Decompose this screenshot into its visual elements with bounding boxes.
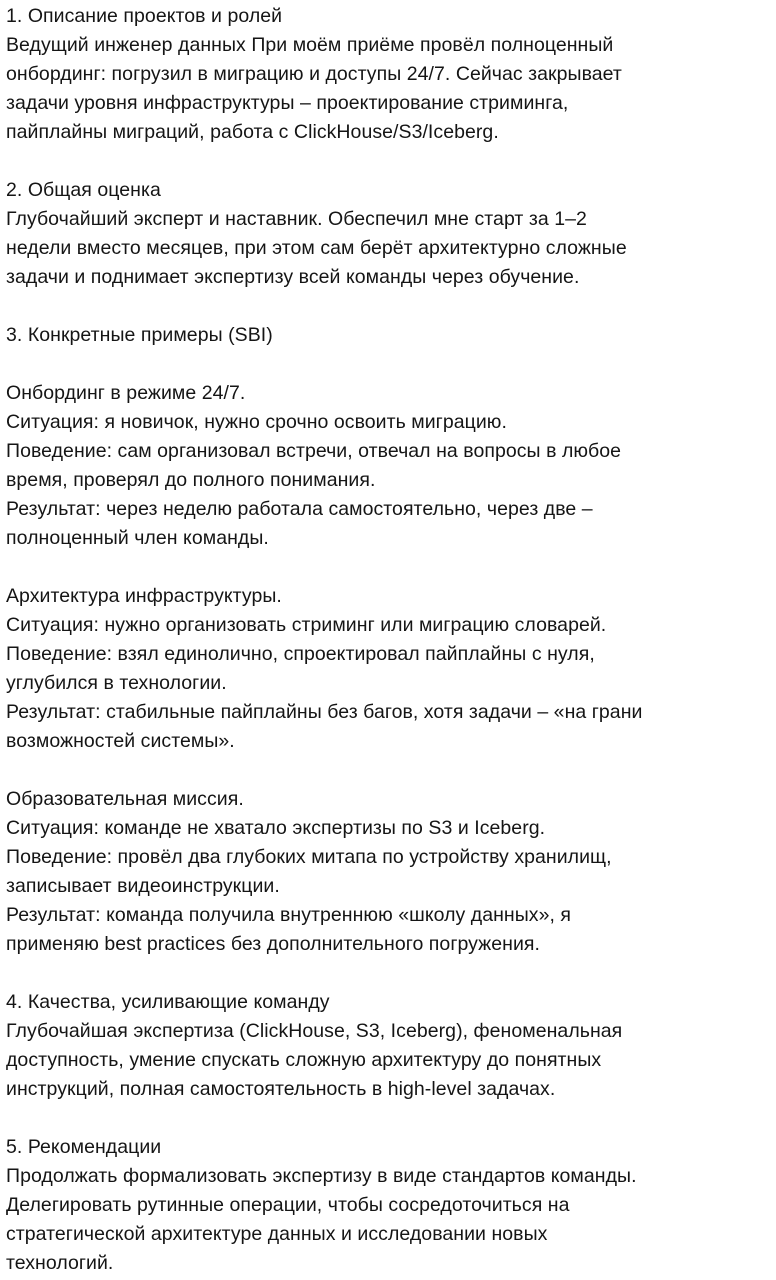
text-line: недели вместо месяцев, при этом сам берёт архитектурно сложные bbox=[6, 237, 627, 259]
section-heading: 1. Описание проектов и ролей bbox=[6, 5, 283, 27]
behavior-line: записывает видеоинструкции. bbox=[6, 875, 280, 897]
blank-line bbox=[6, 553, 770, 582]
example-title: Образовательная миссия. bbox=[6, 788, 244, 810]
section-heading: 2. Общая оценка bbox=[6, 179, 161, 201]
situation-line: Ситуация: команде не хватало экспертизы по S3 и Iceberg. bbox=[6, 817, 546, 839]
text-line: доступность, умение спускать сложную архитектуру до понятных bbox=[6, 1049, 602, 1071]
example-education bbox=[6, 785, 770, 959]
example-onboarding bbox=[6, 379, 770, 553]
blank-line bbox=[6, 959, 770, 988]
text-line: Ведущий инженер данных При моём приёме провёл полноценный bbox=[6, 34, 614, 56]
result-line: Результат: команда получила внутреннюю «школу данных», я bbox=[6, 904, 572, 926]
section-heading: 4. Качества, усиливающие команду bbox=[6, 991, 330, 1013]
section-heading: 5. Рекомендации bbox=[6, 1136, 162, 1158]
text-line: задачи и поднимает экспертизу всей команды через обучение. bbox=[6, 266, 580, 288]
behavior-line: Поведение: сам организовал встречи, отвечал на вопросы в любое bbox=[6, 440, 622, 462]
blank-line bbox=[6, 1104, 770, 1133]
section-recommendations bbox=[6, 1133, 770, 1278]
blank-line bbox=[6, 292, 770, 321]
behavior-line: Поведение: взял единолично, спроектировал пайплайны с нуля, bbox=[6, 643, 595, 665]
section-sbi-examples bbox=[6, 321, 770, 959]
example-title: Архитектура инфраструктуры. bbox=[6, 585, 282, 607]
result-line: применяю best practices без дополнительного погружения. bbox=[6, 933, 541, 955]
result-line: Результат: стабильные пайплайны без багов, хотя задачи – «на грани bbox=[6, 701, 643, 723]
result-line: полноценный член команды. bbox=[6, 527, 269, 549]
text-line: Продолжать формализовать экспертизу в виде стандартов команды. bbox=[6, 1165, 637, 1187]
text-line: инструкций, полная самостоятельность в high-level задачах. bbox=[6, 1078, 556, 1100]
example-title: Онбординг в режиме 24/7. bbox=[6, 382, 246, 404]
blank-line bbox=[6, 350, 770, 379]
situation-line: Ситуация: нужно организовать стриминг или миграцию словарей. bbox=[6, 614, 607, 636]
blank-line bbox=[6, 147, 770, 176]
example-infrastructure bbox=[6, 582, 770, 756]
result-line: Результат: через неделю работала самостоятельно, через две – bbox=[6, 498, 593, 520]
text-line: Глубочайшая экспертиза (ClickHouse, S3, Iceberg), феноменальная bbox=[6, 1020, 623, 1042]
text-line: онбординг: погрузил в миграцию и доступы 24/7. Сейчас закрывает bbox=[6, 63, 622, 85]
text-line: задачи уровня инфраструктуры – проектирование стриминга, bbox=[6, 92, 569, 114]
text-line: пайплайны миграций, работа с ClickHouse/S3/Iceberg. bbox=[6, 121, 499, 143]
text-line: технологий. bbox=[6, 1252, 114, 1274]
result-line: возможностей системы». bbox=[6, 730, 235, 752]
behavior-line: Поведение: провёл два глубоких митапа по устройству хранилищ, bbox=[6, 846, 612, 868]
blank-line bbox=[6, 756, 770, 785]
section-general-assessment bbox=[6, 176, 770, 292]
text-line: Делегировать рутинные операции, чтобы сосредоточиться на bbox=[6, 1194, 570, 1216]
text-line: стратегической архитектуре данных и исследовании новых bbox=[6, 1223, 548, 1245]
situation-line: Ситуация: я новичок, нужно срочно освоить миграцию. bbox=[6, 411, 507, 433]
behavior-line: углубился в технологии. bbox=[6, 672, 227, 694]
section-team-qualities bbox=[6, 988, 770, 1104]
section-heading: 3. Конкретные примеры (SBI) bbox=[6, 324, 273, 346]
section-projects-roles bbox=[6, 2, 770, 147]
behavior-line: время, проверял до полного понимания. bbox=[6, 469, 376, 491]
text-line: Глубочайший эксперт и наставник. Обеспечил мне старт за 1–2 bbox=[6, 208, 587, 230]
